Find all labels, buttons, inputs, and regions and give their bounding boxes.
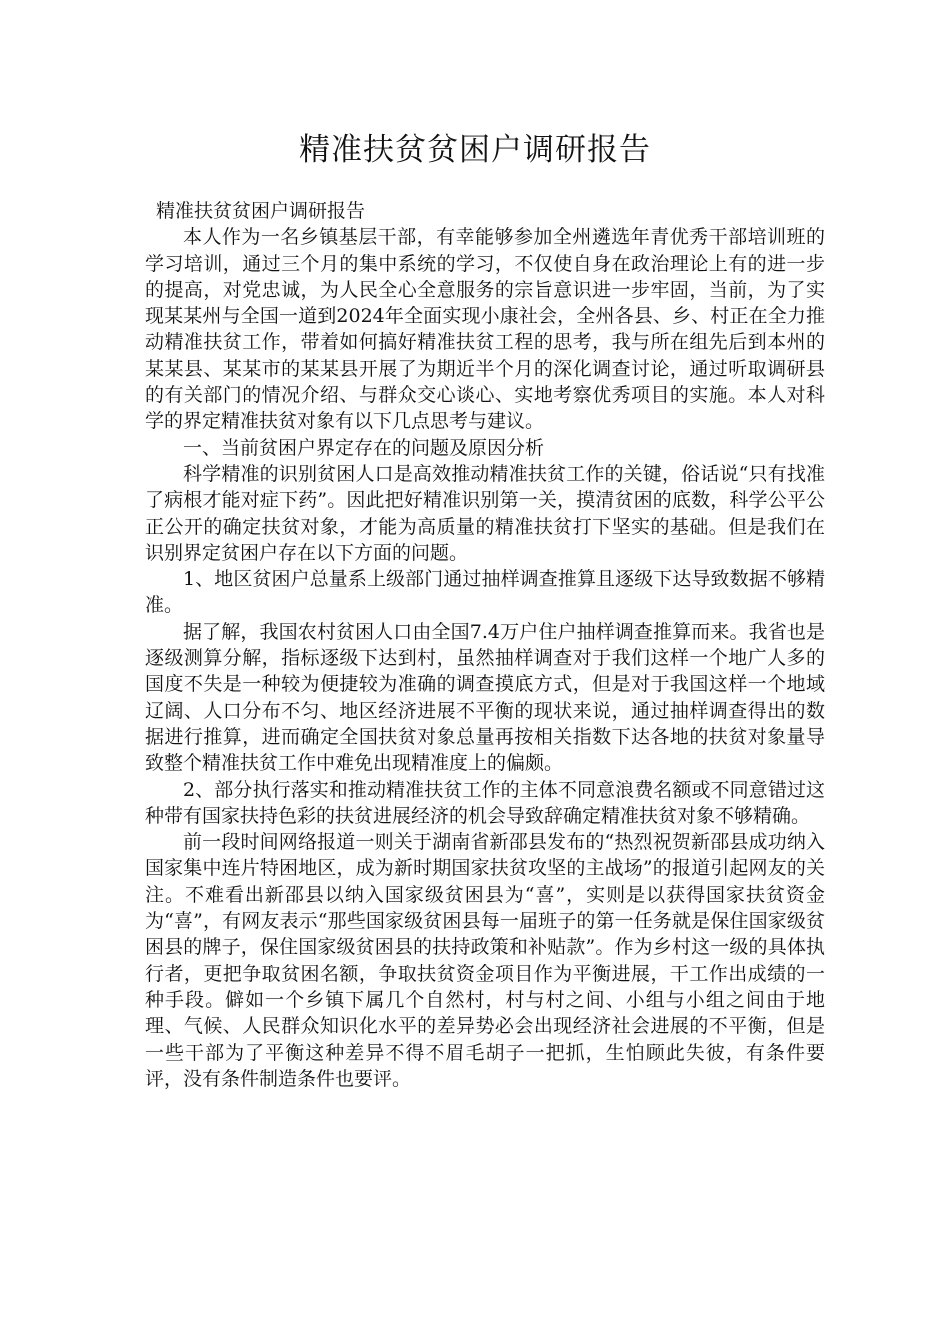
subheading-point-1: 1、地区贫困户总量系上级部门通过抽样调查推算且逐级下达导致数据不够精准。	[145, 568, 825, 617]
paragraph-sampling: 据了解，我国农村贫困人口由全国7.4万户住户抽样调查推算而来。我省也是逐级测算分解，指标逐级下达到村，虽然抽样调查对于我们这样一个地广人多的国度不失是一种较为便捷较为准确的调查摸底方式，但是对于我国这样一个地域辽阔、人口分布不匀、地区经济进展不平衡的现状来说，通过抽样调查得出的数据进行推算，进而确定全国扶贫对象总量再按相关指数下达各地的扶贫对象量导致整个精准扶贫工作中难免出现精准度上的偏颇。	[145, 620, 825, 775]
document-subtitle: 精准扶贫贫困户调研报告	[156, 200, 366, 222]
paragraph-xinshao-example: 前一段时间网络报道一则关于湖南省新邵县发布的“热烈祝贺新邵县成功纳入国家集中连片特困地区，成为新时期国家扶贫攻坚的主战场”的报道引起网友的关注。不难看出新邵县以纳入国家级贫困县为“喜”，实则是以获得国家扶贫资金为“喜”，有网友表示“那些国家级贫困县每一届班子的第一任务就是保住国家级贫困县的牌子，保住国家级贫困县的扶持政策和补贴款”。作为乡村这一级的具体执行者，更把争取贫困名额，争取扶贫资金项目作为平衡进展，干工作出成绩的一种手段。僻如一个乡镇下属几个自然村，村与村之间、小组与小组之间由于地理、气候、人民群众知识化水平的差异势必会出现经济社会进展的不平衡，但是一些干部为了平衡这种差异不得不眉毛胡子一把抓，生怕顾此失彼，有条件要评，没有条件制造条件也要评。	[145, 831, 825, 1090]
paragraph-intro: 本人作为一名乡镇基层干部，有幸能够参加全州遴选年青优秀干部培训班的学习培训，通过三个月的集中系统的学习，不仅使自身在政治理论上有的进一步的提高，对党忠诚，为人民全心全意服务的宗旨意识进一步牢固，当前，为了实现某某州与全国一道到2024年全面实现小康社会，全州各县、乡、村正在全力推动精准扶贫工作，带着如何搞好精准扶贫工程的思考，我与所在组先后到本州的某某县、某某市的某某县开展了为期近半个月的深化调查讨论，通过听取调研县的有关部门的情况介绍、与群众交心谈心、实地考察优秀项目的实施。本人对科学的界定精准扶贫对象有以下几点思考与建议。	[145, 226, 825, 433]
section-heading-1: 一、当前贫困户界定存在的问题及原因分析	[183, 436, 545, 459]
paragraph-identification: 科学精准的识别贫困人口是高效推动精准扶贫工作的关键，俗话说“只有找准了病根才能对症下药”。因此把好精准识别第一关，摸清贫困的底数，科学公平公正公开的确定扶贫对象，才能为高质量的精准扶贫打下坚实的基础。但是我们在识别界定贫困户存在以下方面的问题。	[145, 462, 825, 564]
subheading-point-2: 2、部分执行落实和推动精准扶贫工作的主体不同意浪费名额或不同意错过这种带有国家扶持色彩的扶贫进展经济的机会导致辞确定精准扶贫对象不够精确。	[145, 778, 825, 827]
document-body	[145, 198, 825, 1092]
document-title: 精准扶贫贫困户调研报告	[299, 132, 651, 168]
